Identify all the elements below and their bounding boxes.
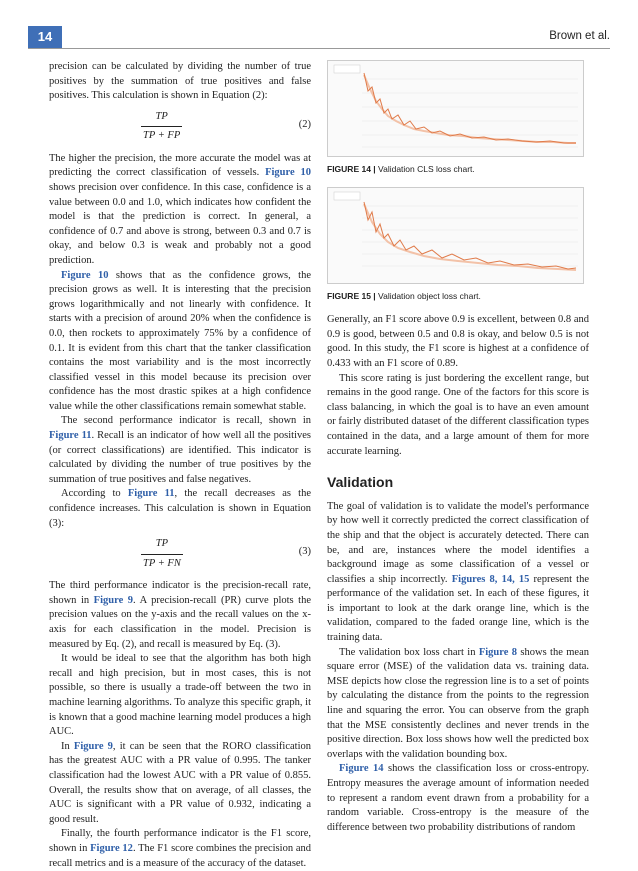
paragraph: This score rating is just bordering the excellent range, but remains in the good range. One of the factors for this score is class balancing, in which the goal is to have an even amount or fairly distributed dataset of the different classification types contained in the data, and a large amount of them for more accurate learning. <box>327 372 589 457</box>
fraction-bar <box>141 126 182 127</box>
figure-link[interactable]: Figure 8 <box>478 646 518 658</box>
figure-link[interactable]: Figure 11 <box>127 488 175 500</box>
equation-2 <box>49 108 311 146</box>
training-series-line <box>364 75 576 143</box>
caption-title: Validation CLS loss chart. <box>378 164 475 174</box>
figure-link[interactable]: Figure 12 <box>90 842 133 854</box>
paragraph <box>49 579 311 652</box>
paragraph <box>327 646 589 763</box>
text: , the recall decreases as the confidence increases. This calculation is shown in Equation (3): <box>49 488 311 529</box>
equation-fraction <box>141 537 183 571</box>
text: In <box>61 740 74 752</box>
caption-label: FIGURE 15 | <box>327 290 376 301</box>
figure-link[interactable]: Figure 9 <box>73 740 113 752</box>
paragraph <box>49 414 311 487</box>
figure-15-caption <box>327 289 589 304</box>
chart-gridlines <box>362 206 578 266</box>
figure-link[interactable]: Figures 8, 14, 15 <box>451 573 530 585</box>
text: shows that as the confidence grows, the precision grows as well. It is interesting that the precision grows logarithmically and not linearly with confidence. It starts with a precision of around 20% when the confidence is 0.0, then rockets to approximately 75% by a confidence of 0.1. It is evident from this chart that the tanker classification contains the most variability and is the most incorrectly classified vessel in this model because its precision over confidence has the most drastic spikes at a high confidence value while the other classifications remain somewhat stable. <box>49 269 311 412</box>
text: . Recall is an indicator of how well all the positives (or correct classifications) are identified. This indicator is calculated by dividing the number of true positives by the summation of true positives and false negatives. <box>49 430 311 485</box>
paragraph <box>327 762 589 835</box>
text: The higher the precision, the more accurate the model was at predicting the correct classification of vessels. <box>49 152 311 179</box>
figure-14-chart <box>327 60 584 157</box>
cls-loss-plot <box>328 61 583 156</box>
running-header-author: Brown et al. <box>549 30 610 42</box>
paragraph <box>49 827 311 871</box>
text: . A precision-recall (PR) curve plots the precision values on the y-axis and the recall values on the x-axis for each classification in the model. Precision is measured by Eq. (2), and recall is measured by Eq. (3). <box>49 594 311 650</box>
paragraph: precision can be calculated by dividing the number of true positives by the summation of true positives and false positives. This calculation is shown in Equation (2): <box>49 61 311 102</box>
equation-numerator: TP <box>155 110 168 122</box>
header-rule <box>28 48 610 49</box>
text: Finally, the fourth performance indicator is the F1 score, shown in <box>49 828 311 854</box>
chart-legend <box>334 65 360 73</box>
equation-number: (3) <box>298 546 311 558</box>
paragraph <box>49 152 311 269</box>
text: The third performance indicator is the precision-recall rate, shown in <box>49 580 311 606</box>
figure-link[interactable]: Figure 9 <box>93 594 134 606</box>
page-number: 14 <box>28 26 62 48</box>
equation-denominator: TP + FP <box>143 130 181 142</box>
text: The second performance indicator is recall, shown in <box>61 415 311 427</box>
training-series-line <box>364 204 576 270</box>
fraction-bar <box>141 554 183 555</box>
object-loss-plot <box>328 188 583 283</box>
equation-fraction <box>141 110 182 144</box>
paragraph: It would be ideal to see that the algorithm has both high recall and high precision, but in most cases, this is not possible, so there is usually a trade-off between the two in machine learning algorithms. To analyze this specific graph, it is known that a good machine learning model produces a high AUC. <box>49 653 311 738</box>
text: shows precision over confidence. In this case, confidence is a value between 0.0 and 1.0, which indicates how confident the model is that the prediction is correct. In general, a confidence of 0.7 and above is strong, between 0.3 and 0.7 is okay, and below 0.3 is weak and probably not a good prediction. <box>49 181 311 266</box>
chart-legend <box>334 192 360 200</box>
equation-3 <box>49 535 311 573</box>
paragraph <box>327 500 589 646</box>
paragraph <box>49 487 311 531</box>
caption-title: Validation object loss chart. <box>378 290 481 301</box>
figure-14-caption <box>327 162 589 177</box>
right-column <box>327 60 589 835</box>
text: . The F1 score combines the precision and recall metrics and is a measure of the accuracy of the dataset. <box>49 842 311 869</box>
text: represent the performance of the validation set. In each of these figures, it is important to look at the dark orange line, which is the validation, compared to the faded orange line, which is the training data. <box>327 573 590 644</box>
section-heading: Validation <box>327 474 394 491</box>
equation-numerator: TP <box>155 538 169 550</box>
text: The goal of validation is to validate the model's performance by how well it correctly predicted the correct classification of the ship and that the object is accurately detected. There can be, and are, instances where the model identifies a background image as some classification of a vessel or classifies a ship incorrectly. <box>327 500 589 585</box>
text: shows the classification loss or cross-entropy. Entropy measures the average amount of information needed to represent a random event drawn from a probability for a random variable. Cross-entropy is the measure of the difference between two probability distributions of random <box>327 763 589 833</box>
equation-number: (2) <box>298 118 311 130</box>
paragraph <box>49 269 311 415</box>
figure-link[interactable]: Figure 14 <box>339 763 384 775</box>
paragraph: Generally, an F1 score above 0.9 is excellent, between 0.8 and 0.9 is good, between 0.5 and 0.8 is okay, and below 0.5 is not good. In this study, the F1 score is highest at a confidence of 0.433 with an F1 score of 0.89. <box>327 314 589 369</box>
text: According to <box>61 488 128 500</box>
validation-series-line <box>364 73 576 143</box>
text: , it can be seen that the RORO classification has the greatest AUC with a PR value of 0.995. The tanker classification had the lowest AUC with a PR value of 0.855. Overall, the results show that on average, of all classes, the AUC is significant with a PR value of 0.932, indicating a good result. <box>49 740 311 825</box>
equation-denominator: TP + FN <box>143 557 181 569</box>
figure-link[interactable]: Figure 11 <box>49 430 92 442</box>
figure-15-chart <box>327 187 584 284</box>
paragraph <box>49 740 311 828</box>
left-column <box>49 60 311 871</box>
text: The validation box loss chart in <box>339 646 479 658</box>
figure-link[interactable]: Figure 10 <box>61 269 109 281</box>
validation-series-line <box>364 202 576 269</box>
caption-label: FIGURE 14 | <box>327 164 376 174</box>
figure-link[interactable]: Figure 10 <box>265 167 311 179</box>
text: shows the mean square error (MSE) of the validation data vs. training data. MSE depicts how close the regression line is to a set of points by calculating the distance from the points to the regression line and squaring the error. You can observe from the graph that the MSE consistently declines and never trends in the positive direction. Box loss shows how well the predicted box overlaps with the validation bounding box. <box>327 646 589 760</box>
